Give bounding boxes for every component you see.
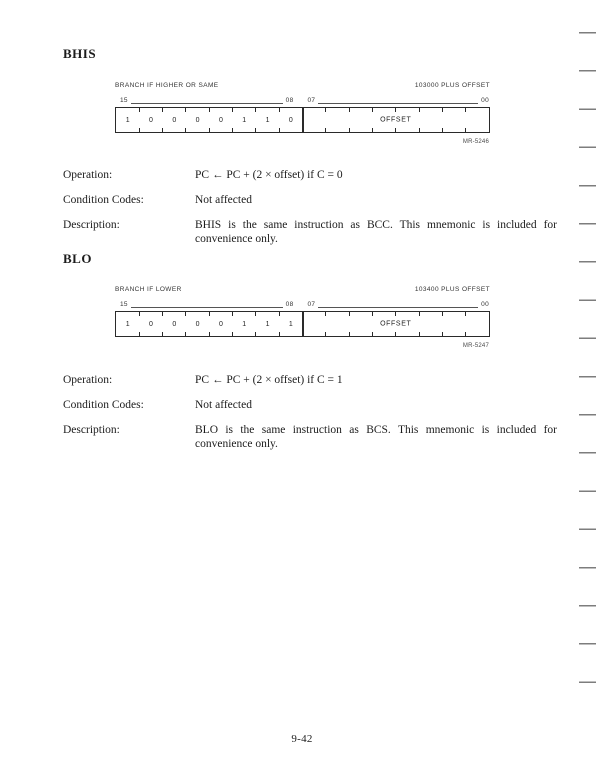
bhis-description-row xyxy=(63,219,557,246)
operation-value: PC ← PC + (2 × offset) if C = 1 xyxy=(195,374,343,386)
page-number: 9-42 xyxy=(291,733,313,745)
bit-ruler-line xyxy=(318,103,478,104)
blo-description-row xyxy=(63,424,557,451)
bit-cell xyxy=(279,108,302,132)
figure-reference: MR-5247 xyxy=(462,343,489,349)
bit-cell xyxy=(279,312,302,336)
bit-ruler-high-byte xyxy=(115,96,303,105)
bit-cell xyxy=(233,312,256,336)
blo-condition-codes-row xyxy=(63,399,557,413)
bit-ruler-line xyxy=(131,103,283,104)
diagram-caption: BRANCH IF LOWER xyxy=(115,286,182,293)
operation-label: Operation: xyxy=(63,374,113,386)
bit-cell xyxy=(139,108,162,132)
bit-cell xyxy=(139,312,162,336)
page-edge-marks xyxy=(579,32,596,684)
diagram-caption: BRANCH IF HIGHER OR SAME xyxy=(115,82,219,89)
bit-cell xyxy=(256,312,279,336)
operation-label: Operation: xyxy=(63,169,113,181)
description-label: Description: xyxy=(63,424,120,436)
instruction-heading-blo: BLO xyxy=(63,251,92,266)
blo-word-diagram xyxy=(115,286,490,352)
bit-position-label: 15 xyxy=(120,301,128,308)
bit-ruler-line xyxy=(131,307,283,308)
bit-position-label: 08 xyxy=(285,97,294,104)
instruction-word-box xyxy=(115,311,490,337)
bit-position-label: 15 xyxy=(120,97,128,104)
instruction-word-box xyxy=(115,107,490,133)
bit-cell xyxy=(116,312,139,336)
operation-value: PC ← PC + (2 × offset) if C = 0 xyxy=(195,169,343,181)
bit-value: 0 xyxy=(172,320,177,328)
bit-value: 0 xyxy=(172,116,177,124)
bit-ruler xyxy=(115,300,490,309)
bhis-operation-row xyxy=(63,169,557,183)
bit-value: 0 xyxy=(218,320,223,328)
bit-value: 0 xyxy=(195,116,200,124)
bit-position-label: 00 xyxy=(481,97,489,104)
bit-ruler-high-byte xyxy=(115,300,303,309)
offset-field-label: OFFSET xyxy=(380,320,412,328)
bit-cell xyxy=(256,108,279,132)
bit-value: 0 xyxy=(288,116,293,124)
condition-codes-value: Not affected xyxy=(195,399,252,411)
bit-value: 1 xyxy=(265,116,270,124)
bit-cell xyxy=(186,108,209,132)
bit-ruler-low-byte xyxy=(303,96,491,105)
offset-field-label: OFFSET xyxy=(380,116,412,124)
blo-operation-row xyxy=(63,374,557,388)
bit-value: 1 xyxy=(265,320,270,328)
condition-codes-label: Condition Codes: xyxy=(63,194,144,206)
diagram-caption-row xyxy=(115,82,490,90)
bit-cell xyxy=(209,312,232,336)
description-value: BLO is the same instruction as BCS. This mnemonic is included for convenience only. xyxy=(195,424,557,450)
bit-position-label: 07 xyxy=(307,97,316,104)
bit-position-label: 07 xyxy=(307,301,316,308)
bhis-word-diagram xyxy=(115,82,490,148)
diagram-opcode-label: 103400 PLUS OFFSET xyxy=(414,286,490,293)
bit-value: 0 xyxy=(195,320,200,328)
bit-cell xyxy=(116,108,139,132)
bit-cell xyxy=(209,108,232,132)
condition-codes-label: Condition Codes: xyxy=(63,399,144,411)
bit-value: 0 xyxy=(149,320,153,328)
bit-position-label: 08 xyxy=(285,301,294,308)
description-label: Description: xyxy=(63,219,120,231)
bit-value: 1 xyxy=(242,320,247,328)
bit-value: 1 xyxy=(288,320,293,328)
bit-ruler-low-byte xyxy=(303,300,491,309)
bit-value: 1 xyxy=(125,320,130,328)
bit-cell xyxy=(186,312,209,336)
bit-cell xyxy=(233,108,256,132)
bit-position-label: 00 xyxy=(481,301,489,308)
condition-codes-value: Not affected xyxy=(195,194,252,206)
bit-value: 1 xyxy=(125,116,130,124)
bit-value: 0 xyxy=(218,116,223,124)
bit-value: 0 xyxy=(149,116,153,124)
bit-ruler-line xyxy=(318,307,478,308)
bit-cell xyxy=(163,108,186,132)
description-value: BHIS is the same instruction as BCC. This mnemonic is included for convenience only. xyxy=(195,219,557,245)
bit-ruler xyxy=(115,96,490,105)
bit-cell xyxy=(163,312,186,336)
bit-value: 1 xyxy=(242,116,247,124)
diagram-opcode-label: 103000 PLUS OFFSET xyxy=(414,82,490,89)
instruction-heading-bhis: BHIS xyxy=(63,46,97,61)
figure-reference: MR-5246 xyxy=(462,139,489,145)
bhis-condition-codes-row xyxy=(63,194,557,208)
diagram-caption-row xyxy=(115,286,490,294)
